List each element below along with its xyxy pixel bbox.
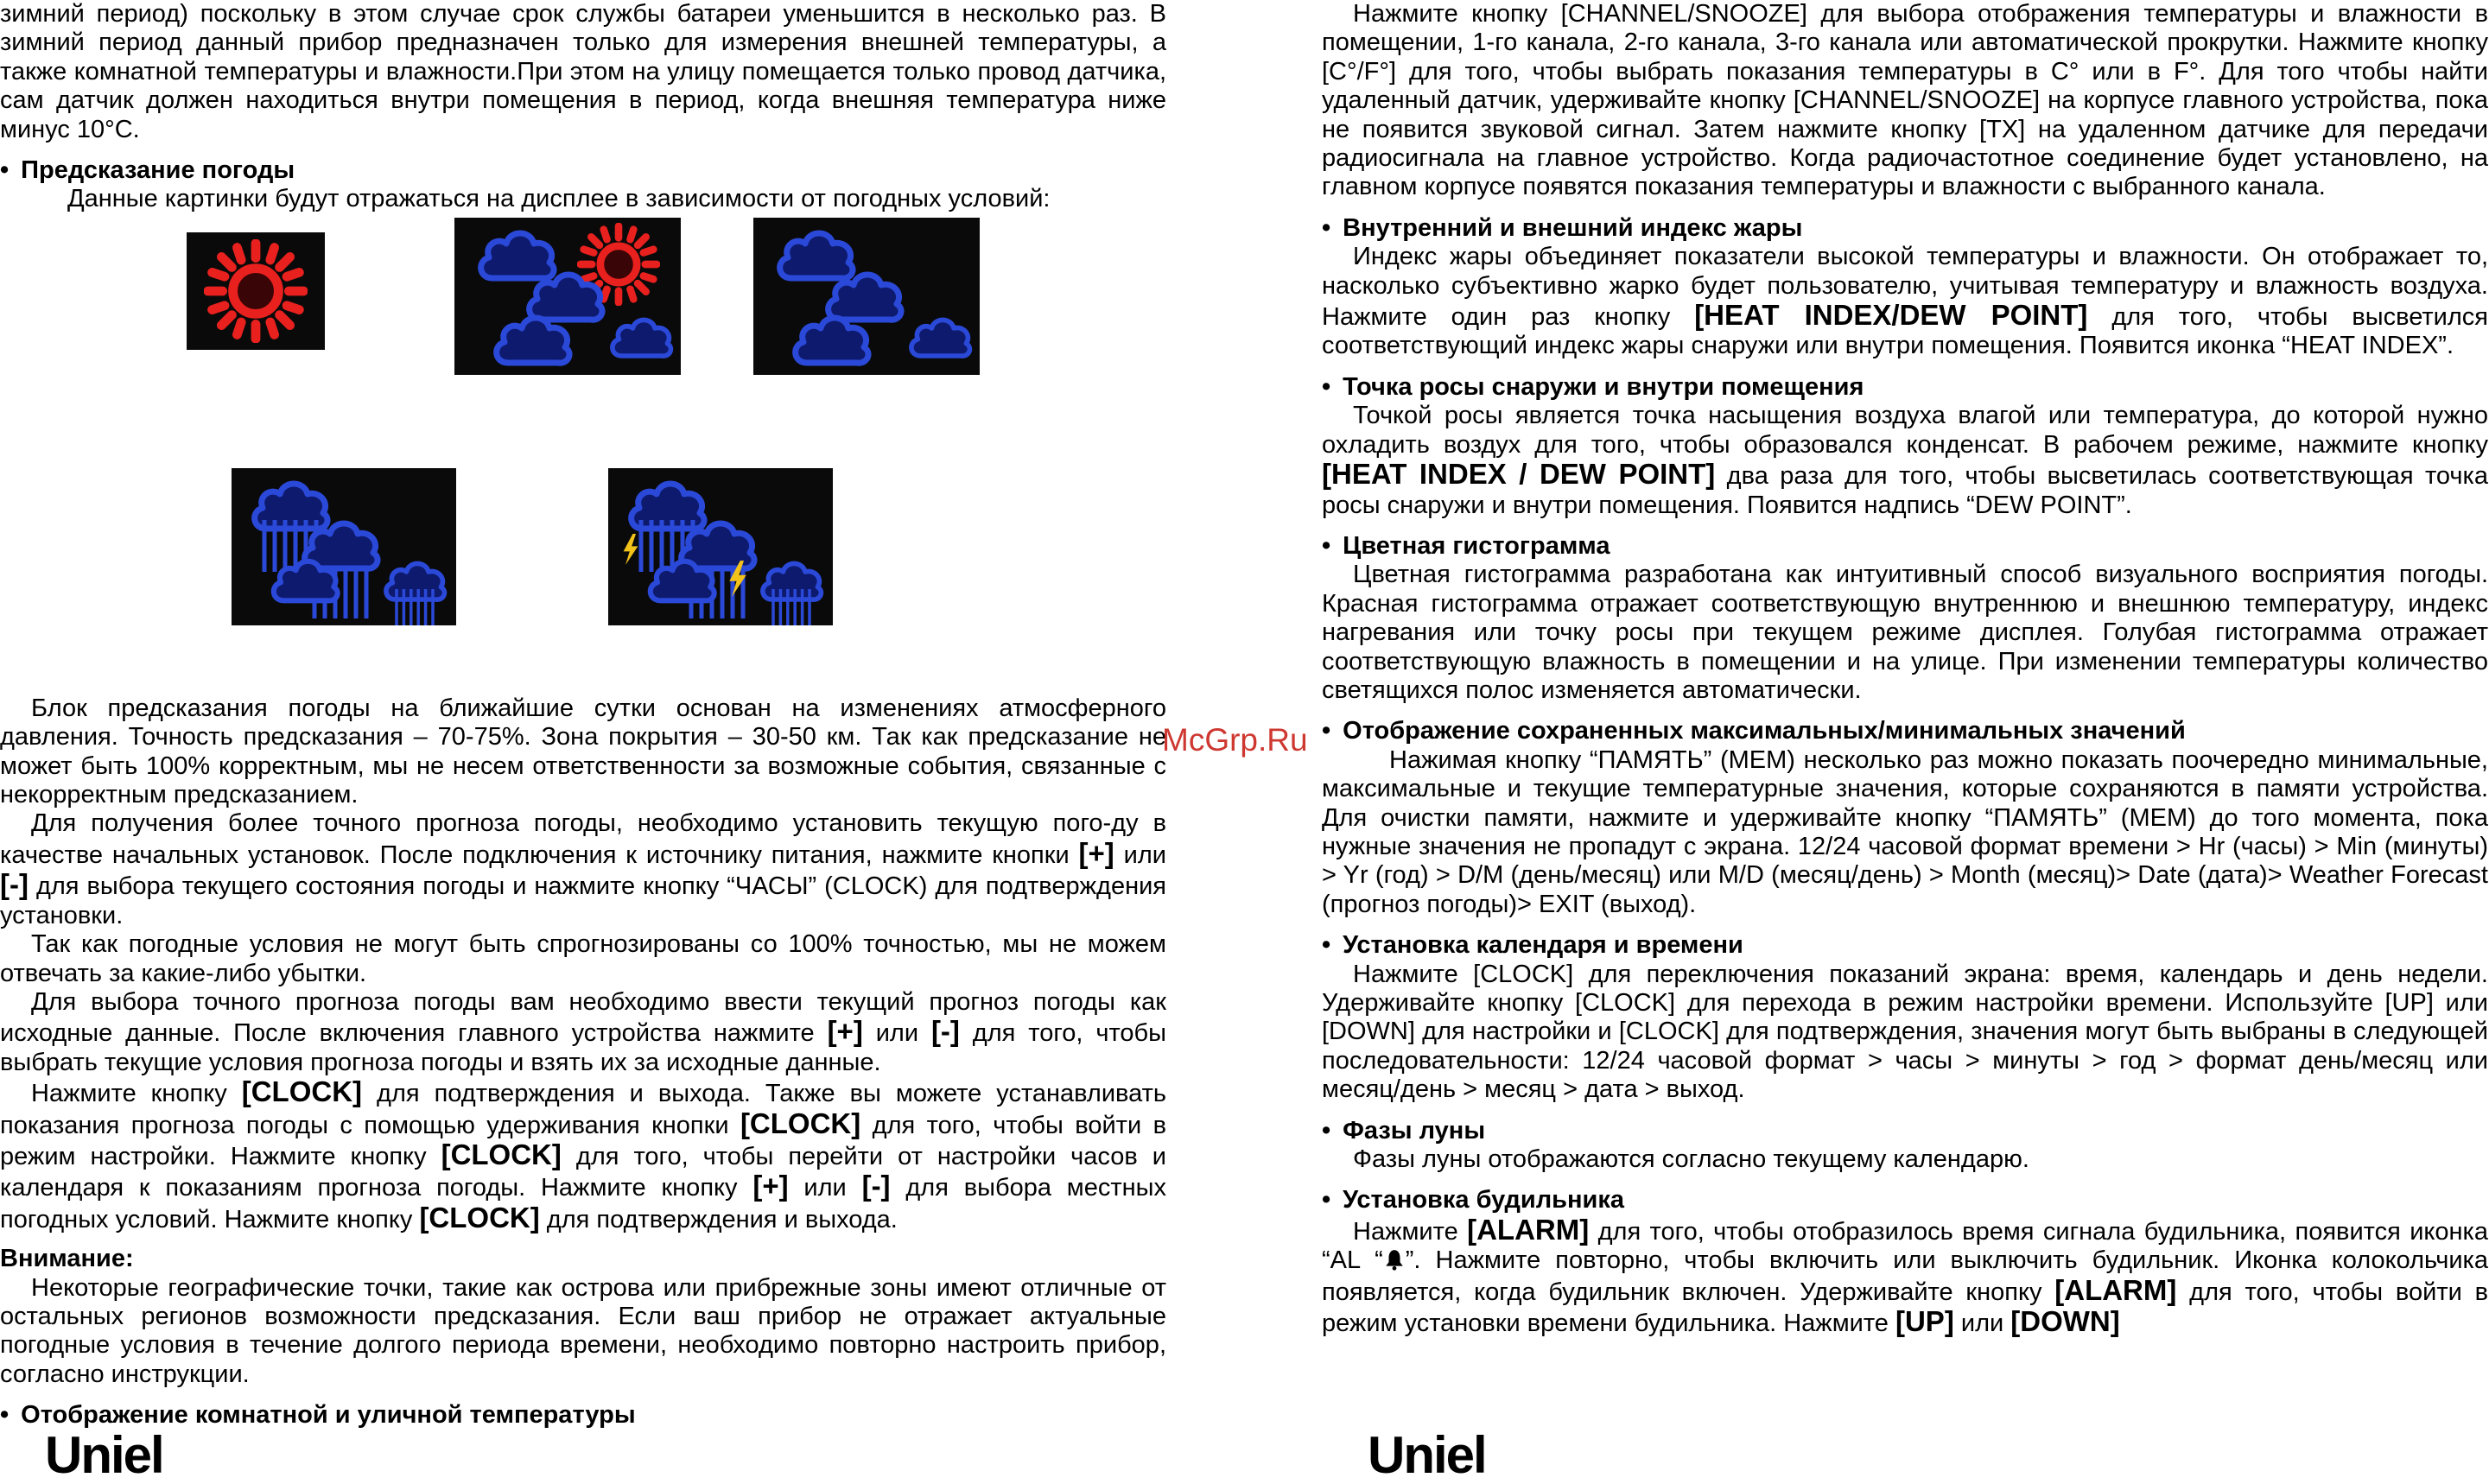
brand-logo-right: Uniel (1368, 1426, 1486, 1484)
weather-icons (0, 214, 1166, 694)
bell-icon (1383, 1248, 1406, 1271)
channel-paragraph: Нажмите кнопку [CHANNEL/SNOOZE] для выбора отображения температуры и влажности в помещении, 1-го канала, 2-го канала, 3-го канала или автоматической прокрутки. Нажмите кнопку [С°/F°] для того, чтобы выбрать показания температуры в С° или в F°. Для того чтобы найти удаленный датчик, удерживайте кнопку [CHANNEL/SNOOZE] на корпусе главного устройства, пока не появится звуковой сигнал. Затем нажмите кнопку [TX] на удаленном датчике для передачи радиосигнала на главное устройство. Когда радиочастотное соединение будет установлено, на главном корпусе появятся показания температуры и влажности с выбранного канала. (1322, 0, 2488, 201)
alarm-heading: • Установка будильника (1322, 1186, 1624, 1214)
cloudy-icon (753, 218, 980, 375)
rainy-icon (232, 468, 456, 625)
left-column (0, 0, 1166, 1430)
memory-paragraph: Нажимая кнопку “ПАМЯТЬ” (MEM) несколько раз можно показать поочередно минимальные, максимальные и текущие температурные значения, которые сохраняются в памяти устройства. Для очистки памяти, нажмите и удерживайте кнопку “ПАМЯТЬ” (MEM) до того момента, пока нужные значения не пропадут с экрана. 12/24 часовой формат времени > Hr (часы) > Min (минуты) > Yr (год) > D/M (день/месяц) или M/D (месяц/день) > Month (месяц)> Date (дата)> Weather Forecast (прогноз погоды)> EXIT (выход). (1322, 745, 2488, 918)
right-column (1322, 0, 2488, 1338)
calendar-heading: • Установка календаря и времени (1322, 931, 1743, 960)
sunny-icon (187, 232, 325, 350)
calendar-paragraph: Нажмите [CLOCK] для переключения показаний экрана: время, календарь и день недели. Удерживайте кнопку [CLOCK] для перехода в режим настройки времени. Используйте [UP] или [DOWN] для настройки и [CLOCK] для подтверждения, значения могут быть выбраны в следующей последовательности: 12/24 часовой формат > часы > минуты > год > формат день/месяц или месяц/день > месяц > дата > выход. (1322, 960, 2488, 1104)
forecast-paragraph-5: Нажмите кнопку [CLOCK] для подтверждения и выхода. Также вы можете устанавливать показания прогноза погоды с помощью удерживания кнопки [CLOCK] для того, чтобы войти в режим настройки. Нажмите кнопку [CLOCK] для того, чтобы перейти от настройки часов и календаря к показаниям прогноза погоды. Нажмите кнопку [+] или [-] для выбора местных погодных условий. Нажмите кнопку [CLOCK] для подтверждения и выхода. (0, 1075, 1167, 1233)
forecast-paragraph-4: Для выбора точного прогноза погоды вам необходимо ввести текущий прогноз погоды как исходные данные. После включения главного устройства нажмите [+] или [-] для того, чтобы выбрать текущие условия прогноза погоды и взять их за исходные данные. (0, 987, 1166, 1076)
alarm-paragraph: Нажмите [ALARM] для того, чтобы отобразилось время сигнала будильника, появится иконка “AL “ ”. Нажмите повторно, чтобы включить или выключить будильник. Иконка колокольчика появляется, когда будильник включен. Удерживайте кнопку [ALARM] для того, чтобы войти в режим установки времени будильника. Нажмите [UP] или [DOWN] (1322, 1213, 2489, 1338)
attention-paragraph: Некоторые географические точки, такие как острова или прибрежные зоны имеют отличные от остальных регионов возможности предсказания. Если ваш прибор не отражает актуальные погодные условия в течение долгого периода времени, необходимо повторно настроить прибор, согласно инструкции. (0, 1273, 1166, 1388)
histogram-heading: • Цветная гистограмма (1322, 531, 1610, 560)
forecast-heading: • Предсказание погоды (0, 156, 295, 185)
dew-point-heading: • Точка росы снаружи и внутри помещения (1322, 372, 1864, 401)
partly-cloudy-icon (454, 218, 681, 375)
temperature-heading: • Отображение комнатной и уличной температуры (0, 1401, 636, 1430)
forecast-paragraph-1: Блок предсказания погоды на ближайшие сутки основан на изменениях атмосферного давления. Точность предсказания – 70-75%. Зона покрытия – 30-50 км. Так как предсказание не может быть 100% корректным, мы не несем ответственности за возможные события, связанные с некорректным предсказанием. (0, 694, 1166, 809)
histogram-paragraph: Цветная гистограмма разработана как интуитивный способ визуального восприятия погоды. Красная гистограмма отражает соответствующую внутреннюю и внешнюю температуру, индекс нагревания или точку росы при текущем режиме дисплея. Голубая гистограмма отражает соответствующую влажность в помещении и на улице. При изменении температуры количество светящихся полос изменяется автоматически. (1322, 561, 2488, 704)
stormy-icon (608, 468, 833, 625)
memory-heading: • Отображение сохраненных максимальных/минимальных значений (1322, 717, 2186, 745)
forecast-paragraph-2: Для получения более точного прогноза погоды, необходимо установить текущую пого-ду в качестве начальных установок. После подключения к источнику питания, нажмите кнопки [+] или [-] для выбора текущего состояния погоды и нажмите кнопку “ЧАСЫ” (CLOCK) для подтверждения установки. (0, 809, 1167, 929)
moon-heading: • Фазы луны (1322, 1116, 1486, 1145)
heat-index-heading: • Внутренний и внешний индекс жары (1322, 213, 1803, 242)
intro-paragraph: зимний период) поскольку в этом случае срок службы батареи уменьшится в несколько раз. В зимний период данный прибор предназначен только для измерения внешней температуры, а также комнатной температуры и влажности.При этом на улицу помещается только провод датчика, сам датчик должен находиться внутри помещения в период, когда внешняя температура ниже минус 10°С. (0, 0, 1166, 143)
heat-index-paragraph: Индекс жары объединяет показатели высокой температуры и влажности. Он отображает то, насколько субъективно жарко будет пользователю, учитывая температуру и влажность воздуха. Нажмите один раз кнопку [HEAT INDEX/DEW POINT] для того, чтобы высветился соответствующий индекс жары снаружи или внутри помещения. Появится иконка “HEAT INDEX”. (1322, 243, 2489, 360)
dew-point-paragraph: Точкой росы является точка насыщения воздуха влагой или температура, до которой нужно охладить воздух для того, чтобы образовался конденсат. В рабочем режиме, нажмите кнопку [HEAT INDEX / DEW POINT] два раза для того, чтобы высветилась соответствующая точка росы снаружи и внутри помещения. Появится надпись “DEW POINT”. (1322, 402, 2488, 519)
moon-paragraph: Фазы луны отображаются согласно текущему календарю. (1353, 1145, 2029, 1174)
watermark-text: McGrp.Ru (1162, 722, 1308, 758)
forecast-paragraph-3: Так как погодные условия не могут быть спрогнозированы со 100% точностью, мы не можем отвечать за какие-либо убытки. (0, 930, 1166, 987)
forecast-intro: Данные картинки будут отражаться на дисплее в зависимости от погодных условий: (67, 185, 1051, 213)
attention-heading: Внимание: (0, 1245, 134, 1273)
brand-logo-left: Uniel (45, 1426, 163, 1484)
